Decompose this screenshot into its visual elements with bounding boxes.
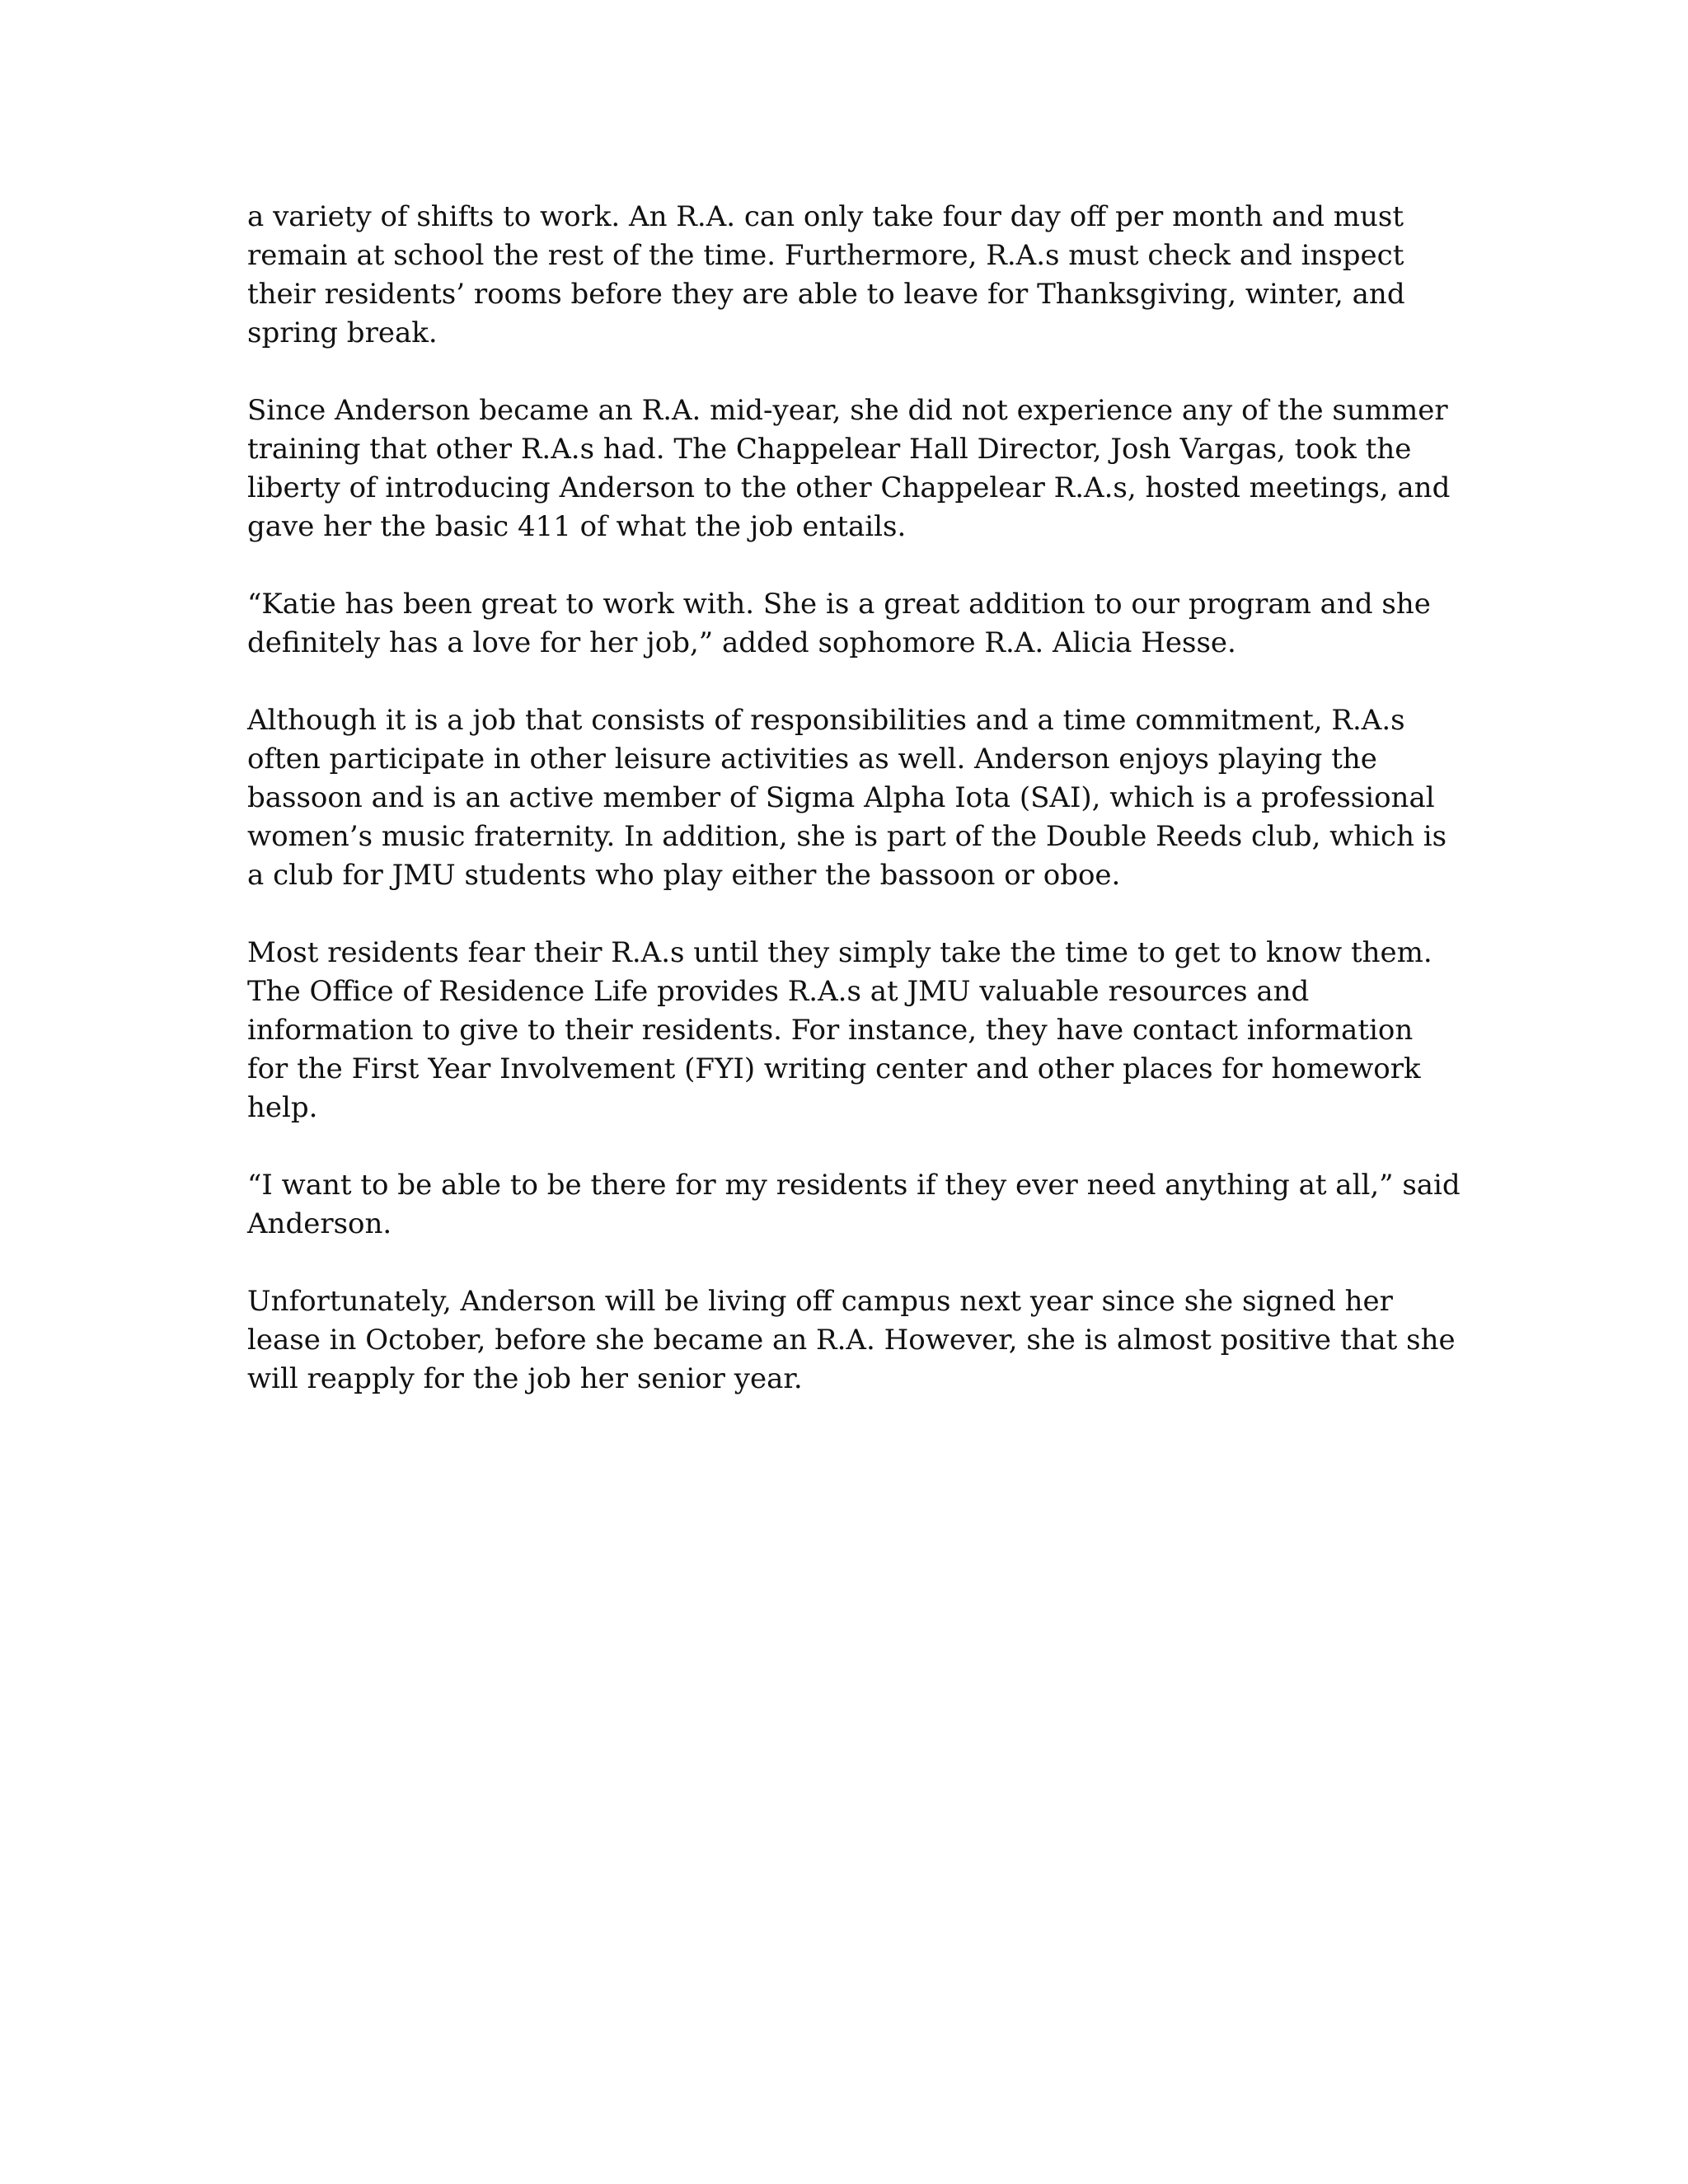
paragraph-quote-hesse (247, 585, 1451, 663)
text-line: Most residents fear their R.A.s until they simply take the time to get to know them. (247, 936, 1432, 969)
text-line: help. (247, 1091, 318, 1124)
text-line: a variety of shifts to work. An R.A. can only take four day off per month and must (247, 200, 1404, 233)
paragraph-resources (247, 934, 1451, 1127)
text-line: liberty of introducing Anderson to the other Chappelear R.A.s, hosted meetings, and (247, 471, 1451, 504)
text-line: for the First Year Involvement (FYI) writing center and other places for homework (247, 1052, 1421, 1085)
text-line: remain at school the rest of the time. Furthermore, R.A.s must check and inspect (247, 239, 1404, 272)
text-line: The Office of Residence Life provides R.A.s at JMU valuable resources and (247, 975, 1310, 1008)
text-line: bassoon and is an active member of Sigma Alpha Iota (SAI), which is a professional (247, 781, 1435, 814)
article-body (247, 198, 1461, 1437)
text-line: will reapply for the job her senior year. (247, 1362, 803, 1395)
paragraph-quote-anderson (247, 1166, 1461, 1244)
text-line: “Katie has been great to work with. She is a great addition to our program and she (247, 588, 1431, 621)
text-line: women’s music fraternity. In addition, she is part of the Double Reeds club, which is (247, 820, 1447, 853)
text-line: Since Anderson became an R.A. mid-year, she did not experience any of the summer (247, 394, 1448, 427)
text-line: information to give to their residents. For instance, they have contact information (247, 1014, 1414, 1047)
paragraph-leisure (247, 701, 1451, 895)
paragraph-closing (247, 1282, 1456, 1399)
text-line: Although it is a job that consists of responsibilities and a time commitment, R.A.s (247, 704, 1405, 737)
text-line: a club for JMU students who play either the bassoon or oboe. (247, 859, 1121, 892)
text-line: spring break. (247, 316, 438, 349)
text-line: their residents’ rooms before they are able to leave for Thanksgiving, winter, and (247, 278, 1405, 311)
text-line: “I want to be able to be there for my residents if they ever need anything at all,” said (247, 1169, 1461, 1202)
text-line: gave her the basic 411 of what the job entails. (247, 510, 907, 543)
text-line: Anderson. (247, 1207, 392, 1240)
paragraph-training (247, 391, 1451, 546)
text-line: training that other R.A.s had. The Chappelear Hall Director, Josh Vargas, took the (247, 433, 1412, 466)
text-line: Unfortunately, Anderson will be living off campus next year since she signed her (247, 1285, 1393, 1318)
text-line: definitely has a love for her job,” added sophomore R.A. Alicia Hesse. (247, 626, 1236, 659)
paragraph-shifts (247, 198, 1451, 353)
text-line: often participate in other leisure activities as well. Anderson enjoys playing the (247, 743, 1377, 776)
text-line: lease in October, before she became an R.A. However, she is almost positive that she (247, 1324, 1456, 1357)
